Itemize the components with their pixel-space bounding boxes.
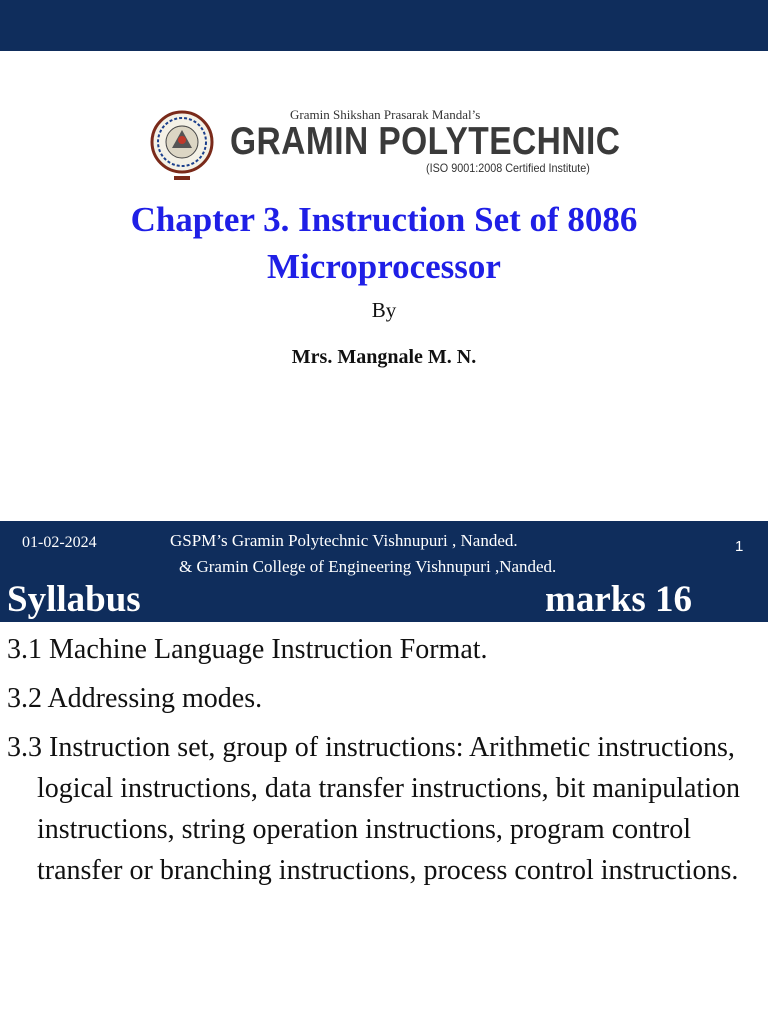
- syllabus-item: 3.2 Addressing modes.: [7, 683, 263, 714]
- syllabus-heading: Syllabus: [7, 579, 141, 620]
- institute-line-2: & Gramin College of Engineering Vishnupuri ,Nanded.: [179, 557, 557, 576]
- footer-band: [0, 521, 768, 622]
- author-name: Mrs. Mangnale M. N.: [291, 346, 477, 368]
- slide-date: 01-02-2024: [22, 534, 97, 551]
- title-line-2: Microprocessor: [267, 247, 501, 286]
- org-tagline: Gramin Shikshan Prasarak Mandal’s: [290, 107, 481, 122]
- divider: [142, 51, 602, 53]
- org-name: GRAMIN POLYTECHNIC: [230, 120, 621, 163]
- institute-seal-icon: [148, 102, 216, 188]
- top-banner: [0, 0, 768, 51]
- institute-logo: [148, 98, 621, 194]
- title-line-1: Chapter 3. Instruction Set of 8086: [130, 200, 638, 239]
- syllabus-item: 3.1 Machine Language Instruction Format.: [7, 634, 488, 665]
- by-label: By: [371, 298, 397, 322]
- page-number: 1: [735, 538, 744, 555]
- syllabus-item: 3.3 Instruction set, group of instructions: Arithmetic instructions, logical instructions, data transfer instructions, bit manipulation instructions, string operation instructions, program control transfer or branching instructions, process control instructions.: [7, 732, 740, 886]
- syllabus-list: [7, 629, 752, 899]
- slide-title: [40, 196, 728, 290]
- marks-label: marks 16: [545, 579, 692, 620]
- institute-line-1: GSPM’s Gramin Polytechnic Vishnupuri , Nanded.: [170, 531, 518, 550]
- org-certification: (ISO 9001:2008 Certified Institute): [426, 161, 590, 175]
